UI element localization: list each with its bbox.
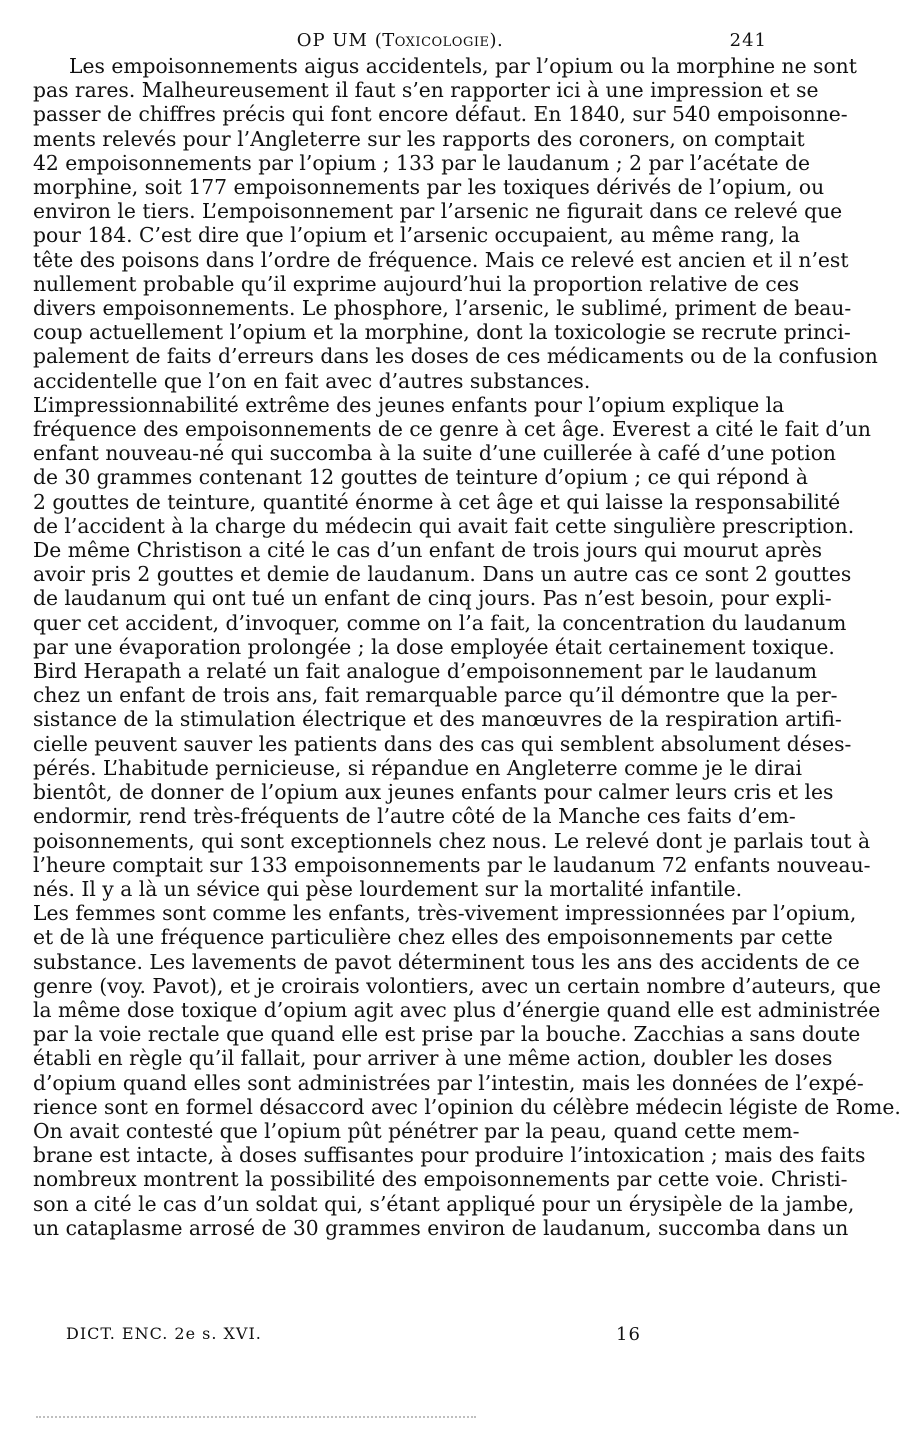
text-line: et de là une fréquence particulière chez elles des empoisonnements par cette <box>33 925 833 950</box>
text-line: tête des poisons dans l’ordre de fréquence. Mais ce relevé est ancien et il n’est <box>33 247 849 272</box>
text-line: un cataplasme arrosé de 30 grammes environ de laudanum, succomba dans un <box>33 1215 849 1240</box>
paragraph <box>33 901 901 1119</box>
text-line: On avait contesté que l’opium pût pénétrer par la peau, quand cette mem- <box>33 1118 800 1143</box>
text-line: 42 empoisonnements par l’opium ; 133 par le laudanum ; 2 par l’acétate de <box>33 150 810 175</box>
text-line: palement de faits d’erreurs dans les doses de ces médicaments ou de la confusion <box>33 344 878 369</box>
text-line: nullement probable qu’il exprime aujourd’hui la proportion relative de ces <box>33 271 800 296</box>
page <box>33 30 901 1240</box>
text-line: de l’accident à la charge du médecin qui avait fait cette singulière prescription. <box>33 513 855 538</box>
text-line: quer cet accident, d’invoquer, comme on l’a fait, la concentration du laudanum <box>33 610 847 635</box>
text-line: genre (voy. Pavot), et je croirais volontiers, avec un certain nombre d’auteurs, que <box>33 973 881 998</box>
text-line: environ le tiers. L’empoisonnement par l’arsenic ne figurait dans ce relevé que <box>33 199 843 224</box>
text-line: 2 gouttes de teinture, quantité énorme à cet âge et qui laisse la responsabilité <box>33 489 841 514</box>
paragraph <box>33 392 871 901</box>
text-line: par une évaporation prolongée ; la dose employée était certainement toxique. <box>33 634 835 659</box>
text-line: brane est intacte, à doses suffisantes pour produire l’intoxication ; mais des faits <box>33 1143 866 1168</box>
text-line: cielle peuvent sauver les patients dans des cas qui semblent absolument déses- <box>33 731 852 756</box>
running-header <box>33 30 767 54</box>
text-line: la même dose toxique d’opium agit avec plus d’énergie quand elle est administrée <box>33 997 881 1022</box>
text-line: ments relevés pour l’Angleterre sur les rapports des coroners, on comptait <box>33 126 805 151</box>
text-line: passer de chiffres précis qui font encore défaut. En 1840, sur 540 empoisonne- <box>33 102 848 127</box>
text-line: morphine, soit 177 empoisonnements par les toxiques dérivés de l’opium, ou <box>33 175 825 200</box>
text-line: nés. Il y a là un sévice qui pèse lourdement sur la mortalité infantile. <box>33 876 743 901</box>
text-line: l’heure comptait sur 133 empoisonnements par le laudanum 72 enfants nouveau- <box>33 852 871 877</box>
text-line: poisonnements, qui sont exceptionnels chez nous. Le relevé dont je parlais tout à <box>33 828 871 853</box>
page-number: 241 <box>729 30 767 51</box>
signature-mark: DICT. ENC. 2e s. XVI. <box>66 1324 262 1343</box>
text-line: rience sont en formel désaccord avec l’opinion du célèbre médecin légiste de Rome. <box>33 1094 901 1119</box>
text-line: nombreux montrent la possibilité des empoisonnements par cette voie. Christi- <box>33 1167 848 1192</box>
text-line: Les empoisonnements aigus accidentels, par l’opium ou la morphine ne sont <box>69 54 857 78</box>
text-line: endormir, rend très-fréquents de l’autre côté de la Manche ces faits d’em- <box>33 804 796 829</box>
text-line: accidentelle que l’on en fait avec d’autres substances. <box>33 368 591 393</box>
text-line: sistance de la stimulation électrique et des manœuvres de la respiration artifi- <box>33 707 842 732</box>
text-line: divers empoisonnements. Le phosphore, l’arsenic, le sublimé, priment de beau- <box>33 296 852 321</box>
text-line: son a cité le cas d’un soldat qui, s’étant appliqué pour un érysipèle de la jambe, <box>33 1191 855 1216</box>
text-line: par la voie rectale que quand elle est prise par la bouche. Zacchias a sans doute <box>33 1022 861 1047</box>
text-line: fréquence des empoisonnements de ce genre à cet âge. Everest a cité le fait d’un <box>33 417 871 442</box>
scan-artifact-dots <box>36 1416 476 1422</box>
text-line: bientôt, de donner de l’opium aux jeunes enfants pour calmer leurs cris et les <box>33 780 834 805</box>
body-text <box>33 54 901 1240</box>
text-line: enfant nouveau-né qui succomba à la suite d’une cuillerée à café d’une potion <box>33 441 836 466</box>
text-line: de 30 grammes contenant 12 gouttes de teinture d’opium ; ce qui répond à <box>33 465 808 490</box>
text-line: pérés. L’habitude pernicieuse, si répandue en Angleterre comme je le dirai <box>33 755 802 780</box>
sheet-number: 16 <box>616 1324 641 1345</box>
text-line: Les femmes sont comme les enfants, très-vivement impressionnées par l’opium, <box>33 901 857 926</box>
text-line: chez un enfant de trois ans, fait remarquable parce qu’il démontre que la per- <box>33 683 838 708</box>
text-line: De même Christison a cité le cas d’un enfant de trois jours qui mourut après <box>33 538 823 563</box>
running-title <box>33 30 767 51</box>
running-title-subtitle: (Toxicologie). <box>374 30 504 51</box>
text-line: L’impressionnabilité extrême des jeunes enfants pour l’opium explique la <box>33 392 785 417</box>
text-line: substance. Les lavements de pavot déterminent tous les ans des accidents de ce <box>33 949 860 974</box>
paragraph <box>33 1118 866 1240</box>
text-line: d’opium quand elles sont administrées par l’intestin, mais les données de l’expé- <box>33 1070 864 1095</box>
text-line: pour 184. C’est dire que l’opium et l’arsenic occupaient, au même rang, la <box>33 223 800 248</box>
text-line: établi en règle qu’il fallait, pour arriver à une même action, doubler les doses <box>33 1046 833 1071</box>
text-line: Bird Herapath a relaté un fait analogue d’empoisonnement par le laudanum <box>33 659 818 684</box>
text-line: coup actuellement l’opium et la morphine, dont la toxicologie se recrute princi- <box>33 320 851 345</box>
text-line: de laudanum qui ont tué un enfant de cinq jours. Pas n’est besoin, pour expli- <box>33 586 832 611</box>
page-footer <box>66 1324 706 1348</box>
running-title-main: OP UM <box>296 30 368 51</box>
text-line: pas rares. Malheureusement il faut s’en rapporter ici à une impression et se <box>33 78 819 103</box>
paragraph <box>33 54 878 393</box>
text-line: avoir pris 2 gouttes et demie de laudanum. Dans un autre cas ce sont 2 gouttes <box>33 562 852 587</box>
